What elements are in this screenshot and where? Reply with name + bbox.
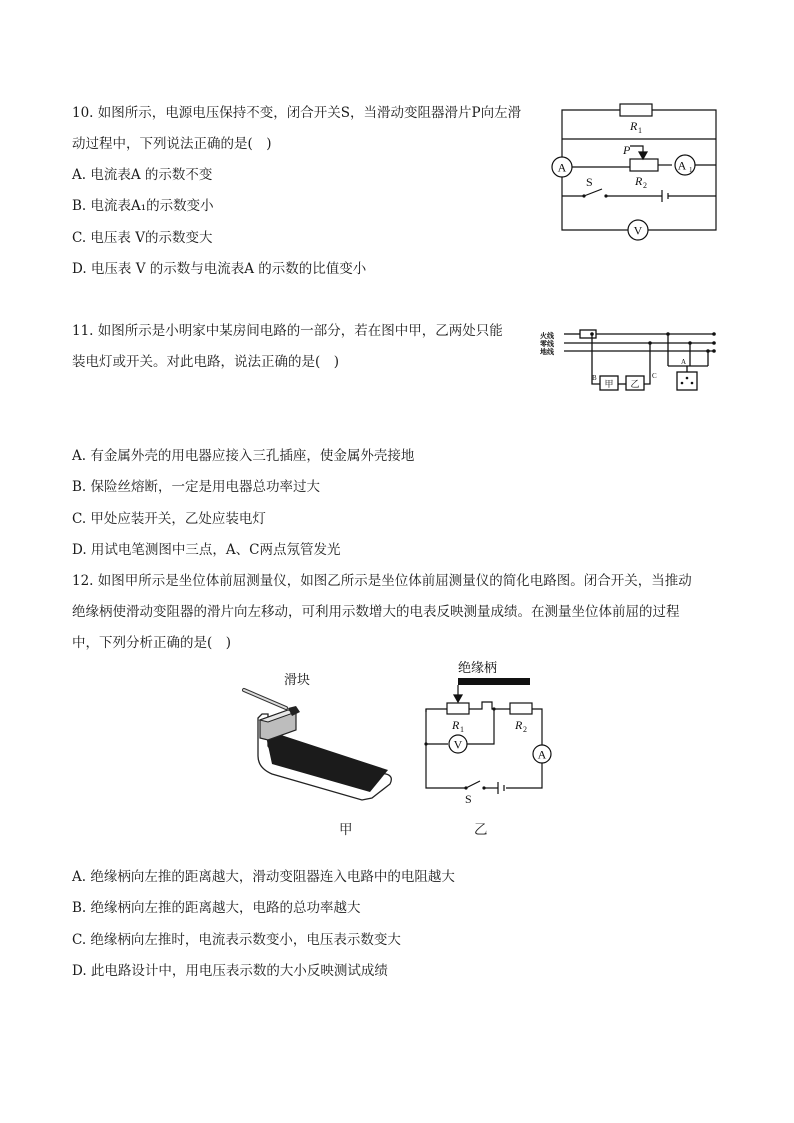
q12-r1-sub: 1 <box>460 725 464 734</box>
q10-ammeter-a-label: A <box>557 160 567 175</box>
q10-circuit-diagram <box>548 96 724 246</box>
q12-caption-jia: 甲 <box>339 822 353 838</box>
q10-voltmeter-label: V <box>633 223 643 238</box>
q10-stem-line1: 10. 如图所示，电源电压保持不变，闭合开关S，当滑动变阻器滑片P向左滑 <box>72 105 522 121</box>
q10-option-d: D. 电压表 V 的示数与电流表A 的示数的比值变小 <box>72 261 367 277</box>
q11-point-c-label: C <box>652 372 657 380</box>
q12-device-illustration <box>238 666 398 806</box>
q11-live-wire-label: 火线 <box>540 332 554 340</box>
q10-option-b: B. 电流表A₁的示数变小 <box>72 198 214 214</box>
q10-stem-line2: 动过程中，下列说法正确的是( ) <box>72 136 272 152</box>
q10-option-a: A. 电流表A 的示数不变 <box>72 167 213 183</box>
q11-neutral-wire-label: 零线 <box>540 340 554 348</box>
q12-stem-line3: 中，下列分析正确的是( ) <box>72 635 232 651</box>
q12-option-a: A. 绝缘柄向左推的距离越大，滑动变阻器连入电路中的电阻越大 <box>72 869 455 885</box>
q12-r1-label: R <box>452 718 460 732</box>
q10-ammeter-a1-sub: 1 <box>689 166 693 174</box>
q12-slider-label: 滑块 <box>284 672 311 687</box>
q12-caption-yi: 乙 <box>474 822 488 838</box>
q12-voltmeter-label: V <box>453 737 463 752</box>
q11-ground-wire-label: 地线 <box>540 348 554 356</box>
q11-position-yi-label: 乙 <box>630 379 640 389</box>
q12-r2-sub: 2 <box>523 725 527 734</box>
q11-stem-line2: 装电灯或开关。对此电路，说法正确的是( ) <box>72 354 340 370</box>
q12-handle-label: 绝缘柄 <box>458 660 498 675</box>
q11-option-a: A. 有金属外壳的用电器应接入三孔插座，使金属外壳接地 <box>72 448 415 464</box>
q12-switch-s-label: S <box>465 792 472 806</box>
q12-r2-label: R <box>515 718 523 732</box>
q11-stem-line1: 11. 如图所示是小明家中某房间电路的一部分，若在图中甲，乙两处只能 <box>72 323 503 339</box>
q10-r1-sub: 1 <box>638 126 642 135</box>
q11-option-c: C. 甲处应装开关，乙处应装电灯 <box>72 511 266 527</box>
q10-slider-p-label: P <box>623 143 631 157</box>
q11-point-a-label: A <box>681 358 687 366</box>
q10-r2-label: R <box>635 174 643 188</box>
q12-option-d: D. 此电路设计中，用电压表示数的大小反映测试成绩 <box>72 963 388 979</box>
q12-option-c: C. 绝缘柄向左推时，电流表示数变小，电压表示数变大 <box>72 932 401 948</box>
q12-simplified-circuit-diagram <box>414 656 560 806</box>
q11-position-jia-label: 甲 <box>604 379 614 389</box>
q12-stem-line2: 绝缘柄使滑动变阻器的滑片向左移动，可利用示数增大的电表反映测量成绩。在测量坐位体前屈的过程 <box>72 604 680 620</box>
q10-option-c: C. 电压表 V的示数变大 <box>72 230 213 246</box>
q10-switch-s-label: S <box>586 175 593 189</box>
q11-household-circuit-diagram <box>538 322 724 400</box>
q11-point-b-label: B <box>592 374 597 382</box>
q10-r2-sub: 2 <box>643 181 647 190</box>
q12-option-b: B. 绝缘柄向左推的距离越大，电路的总功率越大 <box>72 900 361 916</box>
q11-option-b: B. 保险丝熔断，一定是用电器总功率过大 <box>72 479 321 495</box>
q12-ammeter-label: A <box>537 747 547 762</box>
q10-r1-label: R <box>630 119 638 133</box>
q11-option-d: D. 用试电笔测图中三点，A、C两点氖管发光 <box>72 542 341 558</box>
q10-ammeter-a1-label: A <box>677 158 687 173</box>
q12-stem-line1: 12. 如图甲所示是坐位体前屈测量仪，如图乙所示是坐位体前屈测量仪的简化电路图。闭合开关，当推动 <box>72 573 692 589</box>
